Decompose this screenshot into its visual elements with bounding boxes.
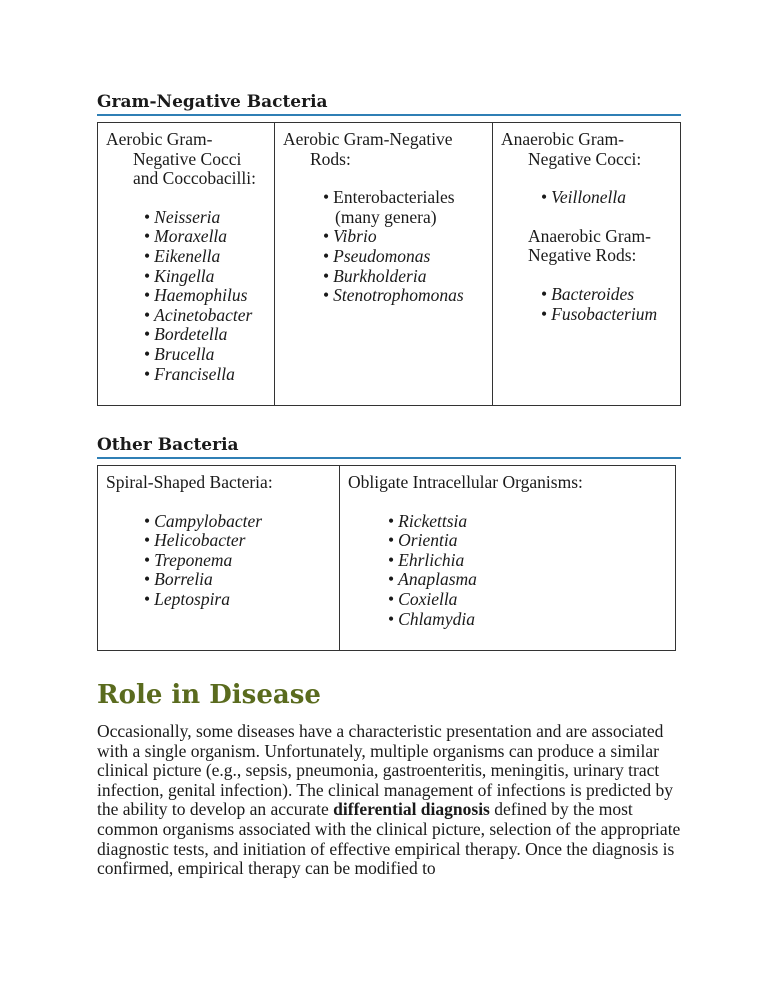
category-heading: Aerobic Gram-Negative Rods:	[283, 129, 453, 169]
organism-item: • Campylobacter	[144, 512, 332, 532]
organism-item: • Stenotrophomonas	[323, 286, 485, 306]
category-heading: Aerobic Gram-Negative Cocci and Coccobacilli:	[106, 129, 256, 189]
gram-negative-table	[97, 122, 681, 406]
organism-item: • Pseudomonas	[323, 247, 485, 267]
organism-item: • Burkholderia	[323, 267, 485, 287]
paragraph-text: defined by the most common organisms associated with the clinical picture, selection of the appropriate diagnostic tests, and initiation of effective empirical therapy. Once the diagnosis is confirmed, empirical therapy can be modified to	[97, 799, 681, 879]
organism-item: • Helicobacter	[144, 531, 332, 551]
intracellular-cell	[340, 466, 676, 651]
organism-item: • Brucella	[144, 345, 267, 365]
section-title: Role in Disease	[97, 680, 321, 710]
key-term: differential diagnosis	[333, 799, 490, 820]
body-paragraph	[97, 722, 687, 879]
organism-list	[388, 512, 668, 630]
organism-item: • Eikenella	[144, 247, 267, 267]
organism-list	[541, 285, 673, 324]
anaerobic-cell	[493, 123, 681, 406]
organism-item: • Anaplasma	[388, 570, 668, 590]
other-bacteria-table	[97, 465, 676, 651]
category-heading: Obligate Intracellular Organisms:	[348, 472, 583, 492]
organism-item: • Bacteroides	[541, 285, 673, 305]
organism-list	[541, 188, 673, 208]
aerobic-cocci-cell	[98, 123, 275, 406]
organism-item: • Leptospira	[144, 590, 332, 610]
category-heading: Anaerobic Gram-Negative Rods:	[528, 225, 651, 266]
organism-list	[144, 208, 267, 384]
organism-item: • Rickettsia	[388, 512, 668, 532]
organism-item: • Bordetella	[144, 325, 267, 345]
organism-item: • Fusobacterium	[541, 305, 673, 325]
organism-item: • Francisella	[144, 365, 267, 385]
organism-item: • Moraxella	[144, 227, 267, 247]
category-heading: Anaerobic Gram-Negative Cocci:	[501, 129, 642, 169]
organism-list	[323, 188, 485, 306]
other-bacteria-heading: Other Bacteria	[97, 435, 681, 459]
organism-item: • Vibrio	[323, 227, 485, 247]
organism-item: • Treponema	[144, 551, 332, 571]
organism-item: • Enterobacteriales (many genera)	[323, 188, 485, 227]
spiral-cell	[98, 466, 340, 651]
organism-item: • Borrelia	[144, 570, 332, 590]
organism-item: • Coxiella	[388, 590, 668, 610]
organism-item: • Ehrlichia	[388, 551, 668, 571]
organism-item: • Kingella	[144, 267, 267, 287]
organism-item: • Haemophilus	[144, 286, 267, 306]
organism-list	[144, 512, 332, 610]
category-heading: Spiral-Shaped Bacteria:	[106, 472, 273, 492]
organism-item: • Veillonella	[541, 188, 673, 208]
gram-negative-heading: Gram-Negative Bacteria	[97, 92, 681, 116]
organism-item: • Orientia	[388, 531, 668, 551]
organism-item: • Neisseria	[144, 208, 267, 228]
organism-item: • Acinetobacter	[144, 306, 267, 326]
aerobic-rods-cell	[275, 123, 493, 406]
paragraph-text: Occasionally, some diseases have a characteristic presentation and are associated with a single organism. Unfortunately, multiple organisms can produce a similar clinical picture (e.g., sepsis, pneumonia, gastroenteritis, meningitis, urinary tract infection, genital infection). The clinical management of infections is predicted by the ability to develop an accurate	[97, 721, 674, 820]
organism-item: • Chlamydia	[388, 610, 668, 630]
